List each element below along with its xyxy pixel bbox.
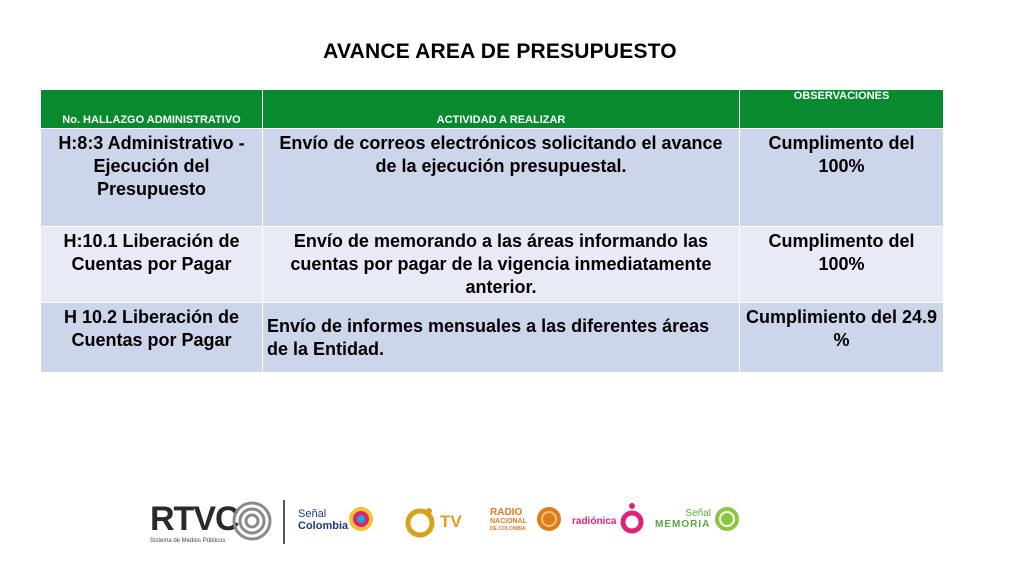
radio-nacional-line1: RADIO <box>490 507 523 518</box>
header-actividad: ACTIVIDAD A REALIZAR <box>263 90 740 129</box>
cell-actividad: Envío de memorando a las áreas informando las cuentas por pagar de la vigencia inmediatamente anterior. <box>263 227 740 303</box>
findings-table <box>40 89 944 373</box>
rtvc-wordmark: RTVC <box>150 500 239 538</box>
radio-nacional-logo <box>490 507 527 532</box>
radio-nacional-icon <box>535 505 563 533</box>
header-hallazgo: No. HALLAZGO ADMINISTRATIVO <box>41 90 263 129</box>
senal-colombia-logo <box>298 508 348 532</box>
canal-tv-label: TV <box>440 512 462 531</box>
table-row <box>41 129 944 227</box>
table-row <box>41 227 944 303</box>
cell-actividad: Envío de informes mensuales a las diferentes áreas de la Entidad. <box>263 303 740 373</box>
page-title: AVANCE AREA DE PRESUPUESTO <box>323 40 677 63</box>
senal-memoria-logo <box>655 508 711 530</box>
radionica-icon <box>620 502 644 536</box>
radio-nacional-line2: NACIONAL <box>490 518 527 525</box>
senal-memoria-line2: MEMORIA <box>655 519 711 530</box>
radionica-label: radiónica <box>572 516 617 527</box>
table-header-row <box>41 90 944 129</box>
senal-memoria-icon <box>713 505 741 533</box>
cell-hallazgo: H:8:3 Administrativo - Ejecución del Presupuesto <box>41 129 263 227</box>
logo-divider <box>283 500 285 544</box>
senal-memoria-line1: Señal <box>685 508 711 519</box>
rtvc-swirl-icon <box>232 501 272 541</box>
footer-logos <box>150 498 750 548</box>
canal-tv-icon <box>404 505 438 539</box>
rtvc-subtitle: Sistema de Medios Públicos <box>150 538 226 544</box>
header-observaciones: OBSERVACIONES <box>740 90 944 129</box>
senal-colombia-icon <box>347 505 375 533</box>
table-row <box>41 303 944 373</box>
senal-colombia-line2: Colombia <box>298 520 349 532</box>
cell-observacion: Cumplimiento del 24.9 % <box>740 303 944 373</box>
senal-colombia-line1: Señal <box>298 508 327 520</box>
rtvc-logo <box>150 501 239 545</box>
cell-hallazgo: H 10.2 Liberación de Cuentas por Pagar <box>41 303 263 373</box>
cell-hallazgo: H:10.1 Liberación de Cuentas por Pagar <box>41 227 263 303</box>
radio-nacional-line3: DE COLOMBIA <box>490 526 526 532</box>
cell-actividad: Envío de correos electrónicos solicitando el avance de la ejecución presupuestal. <box>263 129 740 227</box>
cell-observacion: Cumplimento del 100% <box>740 227 944 303</box>
cell-observacion: Cumplimento del 100% <box>740 129 944 227</box>
